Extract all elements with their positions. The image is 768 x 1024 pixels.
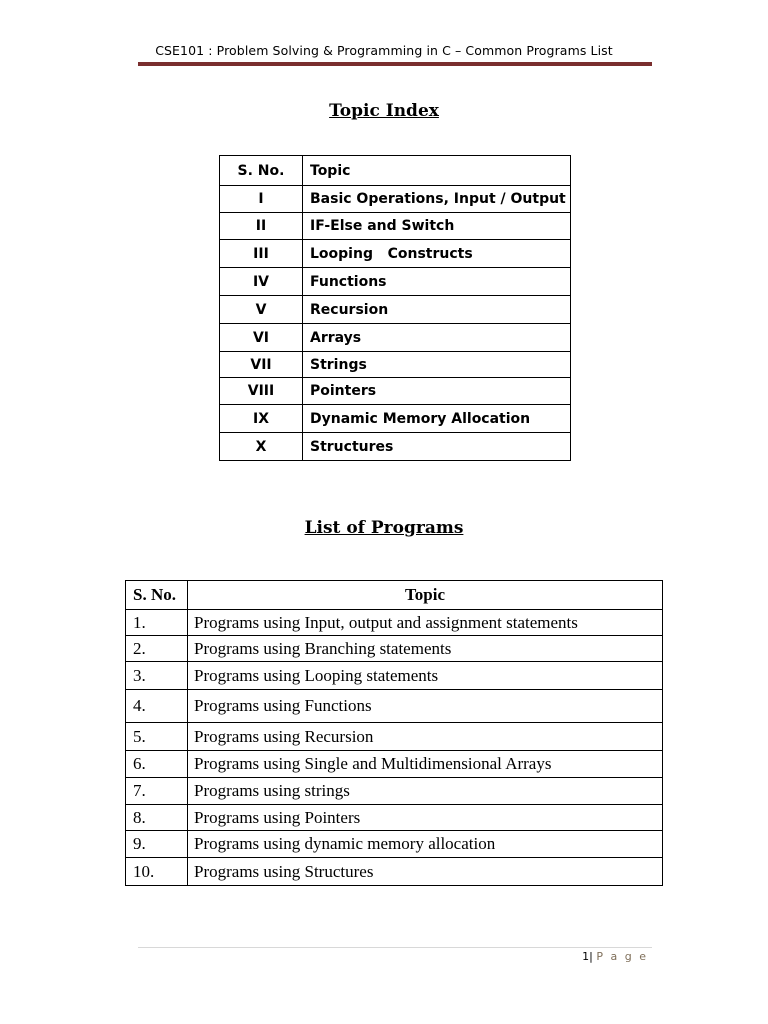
- table-row: [126, 778, 663, 805]
- topic-cell: IF-Else and Switch: [303, 213, 571, 240]
- topic-cell: Programs using Functions: [188, 690, 663, 723]
- table-row: [126, 858, 663, 886]
- table-row: [220, 213, 571, 240]
- table-row: [126, 723, 663, 751]
- page-header-title: CSE101 : Problem Solving & Programming in C – Common Programs List: [155, 43, 613, 58]
- table-row: [126, 636, 663, 662]
- topic-cell: Dynamic Memory Allocation: [303, 405, 571, 433]
- topic-cell: Strings: [303, 352, 571, 378]
- topic-cell: Programs using Single and Multidimensional Arrays: [188, 751, 663, 778]
- sno-cell: II: [220, 213, 303, 240]
- table-row: [126, 662, 663, 690]
- sno-cell: I: [220, 186, 303, 213]
- header-cell-sno: S. No.: [220, 156, 303, 186]
- sno-cell: 10.: [126, 858, 188, 886]
- topic-cell: Arrays: [303, 324, 571, 352]
- topic-cell: Programs using Structures: [188, 858, 663, 886]
- sno-cell: 5.: [126, 723, 188, 751]
- topic-cell: Programs using strings: [188, 778, 663, 805]
- table-row: [126, 610, 663, 636]
- topic-cell: Basic Operations, Input / Output: [303, 186, 571, 213]
- table-header-row: [220, 156, 571, 186]
- topic-index-table: [219, 155, 571, 461]
- topic-cell: Programs using Recursion: [188, 723, 663, 751]
- sno-cell: IV: [220, 268, 303, 296]
- sno-cell: III: [220, 240, 303, 268]
- table-row: [220, 378, 571, 405]
- topic-cell: Looping Constructs: [303, 240, 571, 268]
- table-row: [126, 831, 663, 858]
- topic-cell: Functions: [303, 268, 571, 296]
- page-label: P a g e: [596, 950, 648, 963]
- header-cell-topic: Topic: [188, 581, 663, 610]
- table-row: [126, 805, 663, 831]
- sno-cell: 2.: [126, 636, 188, 662]
- sno-cell: X: [220, 433, 303, 461]
- sno-cell: 7.: [126, 778, 188, 805]
- sno-cell: 9.: [126, 831, 188, 858]
- sno-cell: VIII: [220, 378, 303, 405]
- sno-cell: V: [220, 296, 303, 324]
- sno-cell: VII: [220, 352, 303, 378]
- topic-cell: Pointers: [303, 378, 571, 405]
- page-separator: |: [589, 950, 593, 963]
- topic-cell: Programs using Branching statements: [188, 636, 663, 662]
- topic-cell: Programs using Pointers: [188, 805, 663, 831]
- table-row: [220, 433, 571, 461]
- footer-rule: [138, 947, 652, 948]
- table-row: [220, 405, 571, 433]
- topic-index-heading: Topic Index: [329, 101, 439, 121]
- table-row: [126, 690, 663, 723]
- sno-cell: 4.: [126, 690, 188, 723]
- sno-cell: 1.: [126, 610, 188, 636]
- table-row: [220, 268, 571, 296]
- table-row: [220, 186, 571, 213]
- page-footer: [560, 950, 648, 963]
- sno-cell: 6.: [126, 751, 188, 778]
- topic-cell: Programs using Input, output and assignment statements: [188, 610, 663, 636]
- header-cell-sno: S. No.: [126, 581, 188, 610]
- table-row: [220, 240, 571, 268]
- table-row: [220, 352, 571, 378]
- table-header-row: [126, 581, 663, 610]
- table-row: [126, 751, 663, 778]
- sno-cell: IX: [220, 405, 303, 433]
- programs-table: [125, 580, 663, 886]
- page-number: 1: [582, 950, 590, 963]
- topic-cell: Structures: [303, 433, 571, 461]
- table-row: [220, 324, 571, 352]
- table-row: [220, 296, 571, 324]
- sno-cell: 8.: [126, 805, 188, 831]
- topic-cell: Programs using Looping statements: [188, 662, 663, 690]
- sno-cell: VI: [220, 324, 303, 352]
- topic-cell: Programs using dynamic memory allocation: [188, 831, 663, 858]
- header-rule: [138, 62, 652, 66]
- list-of-programs-heading: List of Programs: [304, 518, 464, 538]
- header-cell-topic: Topic: [303, 156, 571, 186]
- sno-cell: 3.: [126, 662, 188, 690]
- topic-cell: Recursion: [303, 296, 571, 324]
